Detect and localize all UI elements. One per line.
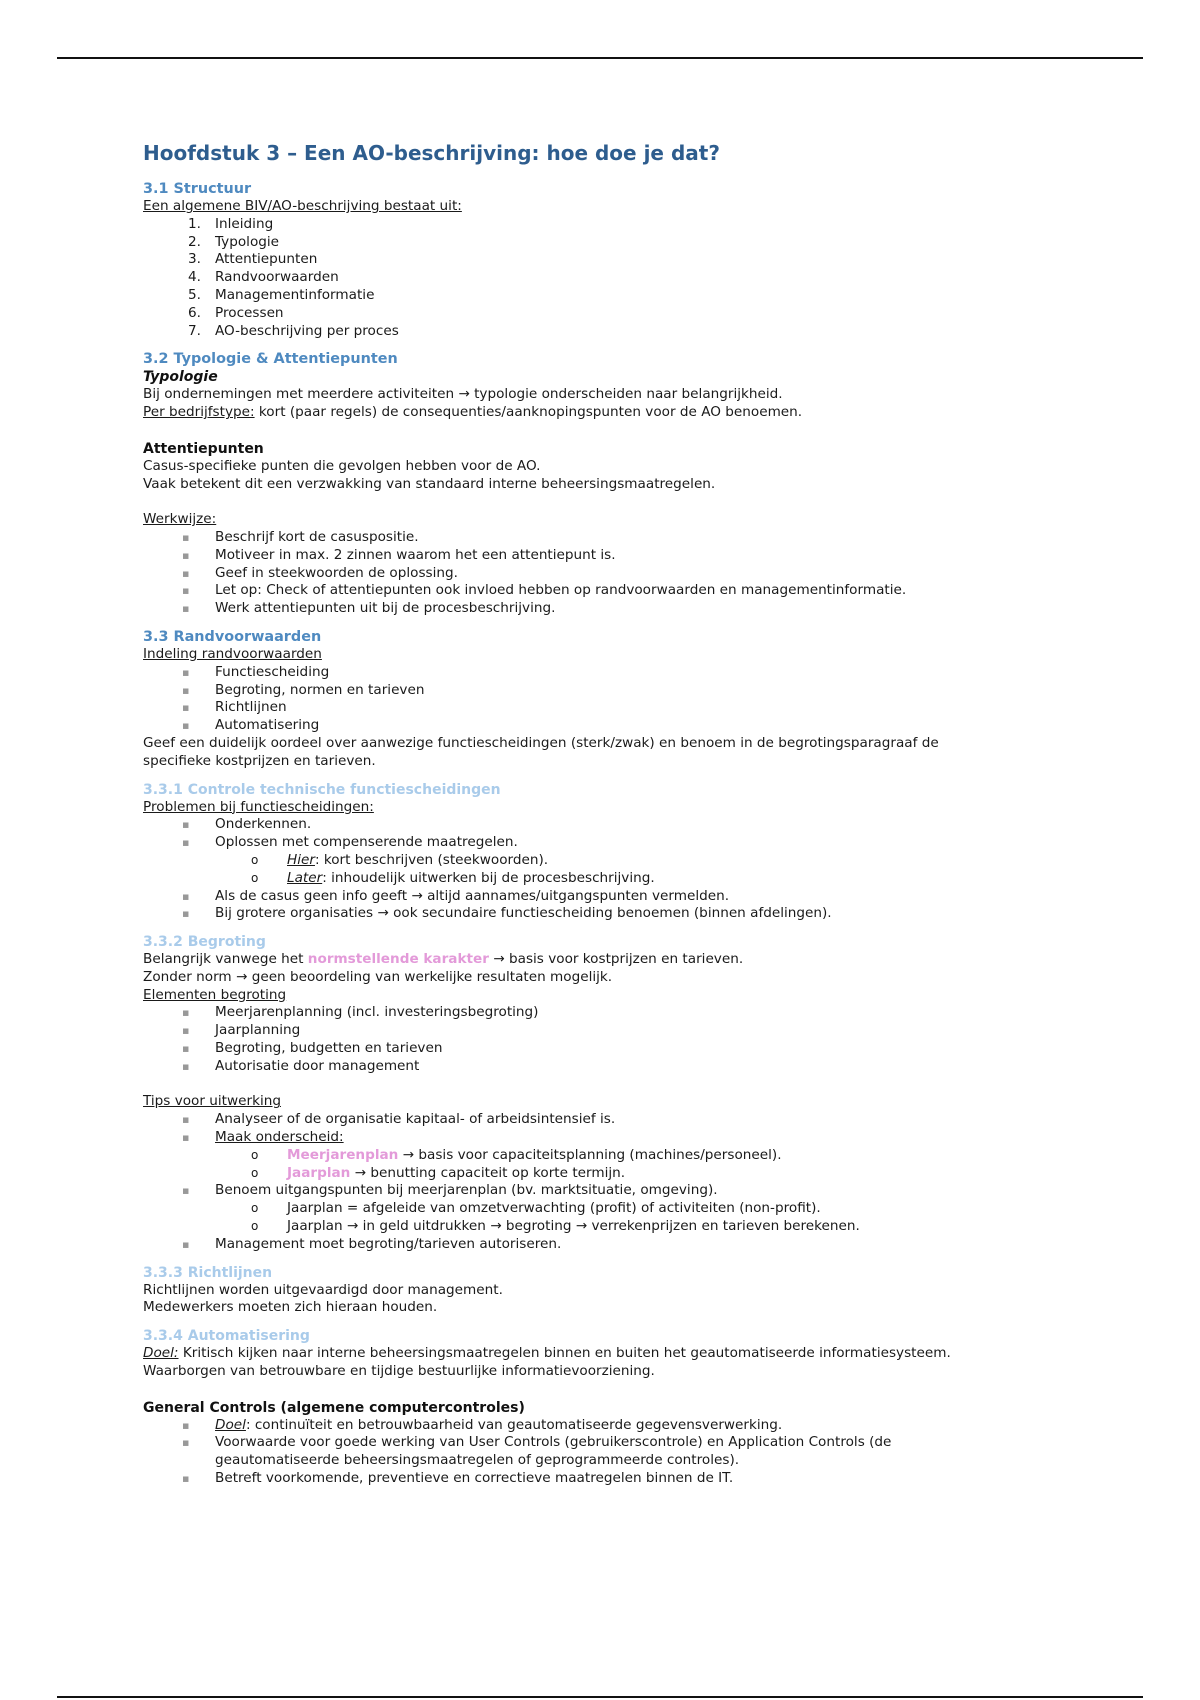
list-item [143, 852, 1073, 870]
bullet-icon: ▪ [182, 1237, 190, 1251]
gc-doel-text: : continuïteit en betrouwbaarheid van geautomatiseerde gegevensverwerking. [245, 1416, 783, 1433]
per-bedrijfstype-line [143, 404, 1073, 422]
werkwijze-list [143, 529, 1073, 618]
list-item-text: Functiescheiding [215, 663, 330, 680]
begroting-line-2: Zonder norm → geen beoordeling van werkelijke resultaten mogelijk. [143, 968, 613, 985]
list-item-text: Begroting, budgetten en tarieven [215, 1040, 443, 1057]
bullet-icon: ▪ [182, 584, 190, 598]
circle-bullet-icon: o [251, 1147, 259, 1162]
indeling-label: Indeling randvoorwaarden [143, 645, 322, 662]
list-item-text: Let op: Check of attentiepunten ook invloed hebben op randvoorwaarden en managementinformatie. [215, 582, 907, 599]
bullet-icon: ▪ [182, 1042, 190, 1056]
list-item: 3. Attentiepunten [188, 251, 318, 268]
section-3-3-1-heading: 3.3.1 Controle technische functiescheidingen [143, 781, 501, 798]
list-item [143, 905, 1073, 923]
tips-list-cont [143, 1182, 1073, 1200]
problemen-label-line [143, 799, 1073, 817]
list-item-text: Oplossen met compenserende maatregelen. [215, 834, 518, 851]
list-item-text: Jaarplan → in geld uitdrukken → begroting → verrekenprijzen en tarieven berekenen. [287, 1218, 860, 1235]
list-item [143, 1182, 1073, 1200]
problemen-list-cont [143, 888, 1073, 924]
list-item [143, 1058, 1073, 1076]
list-item-text: Jaarplanning [215, 1022, 301, 1039]
list-item-text: Motiveer in max. 2 zinnen waarom het een attentiepunt is. [215, 546, 616, 563]
list-item: 5. Managementinformatie [188, 286, 375, 303]
jaarplan-highlight: Jaarplan [287, 1164, 351, 1181]
elementen-list [143, 1004, 1073, 1075]
document-body [143, 140, 1073, 1488]
problemen-list [143, 816, 1073, 852]
bullet-icon: ▪ [182, 719, 190, 733]
section-3-3-4-heading: 3.3.4 Automatisering [143, 1328, 310, 1345]
bullet-icon: ▪ [182, 530, 190, 544]
elementen-label: Elementen begroting [143, 986, 287, 1003]
section-3-3-3-heading: 3.3.3 Richtlijnen [143, 1264, 273, 1281]
list-item [143, 1470, 1073, 1488]
list-item [143, 1040, 1073, 1058]
hier-label: Hier [287, 851, 315, 868]
list-item [143, 888, 1073, 906]
list-item-text: Betreft voorkomende, preventieve en correctieve maatregelen binnen de IT. [215, 1470, 734, 1487]
meerjarenplan-text: → basis voor capaciteitsplanning (machines/personeel). [398, 1146, 782, 1163]
structure-list [143, 216, 1073, 341]
list-item-text: Management moet begroting/tarieven autoriseren. [215, 1235, 562, 1252]
list-item-text: Bij grotere organisaties → ook secundaire functiescheiding benoemen (binnen afdelingen). [215, 905, 832, 922]
list-item-text: Processen [215, 304, 284, 321]
list-item: 2. Typologie [188, 233, 280, 250]
list-item: 6. Processen [188, 304, 284, 321]
begroting-line-1-post: → basis voor kostprijzen en tarieven. [488, 951, 744, 968]
tips-label: Tips voor uitwerking [143, 1093, 281, 1110]
bullet-icon: ▪ [182, 1418, 190, 1432]
richtlijnen-line-1: Richtlijnen worden uitgevaardigd door management. [143, 1281, 503, 1298]
list-item: 4. Randvoorwaarden [188, 269, 339, 286]
list-item [143, 870, 1073, 888]
bullet-icon: ▪ [182, 1436, 190, 1450]
automatisering-line-2: Waarborgen van betrouwbare en tijdige bestuurlijke informatievoorziening. [143, 1363, 655, 1380]
list-item-text: Meerjarenplanning (incl. investeringsbegroting) [215, 1004, 539, 1021]
list-item [143, 1434, 1073, 1470]
doel-text: Kritisch kijken naar interne beheersingsmaatregelen binnen en buiten het geautomatiseerde informatiesysteem. [178, 1345, 951, 1362]
list-item [143, 547, 1073, 565]
bullet-icon: ▪ [182, 836, 190, 850]
list-item: 7. AO-beschrijving per proces [188, 322, 399, 339]
list-item-text: Begroting, normen en tarieven [215, 681, 425, 698]
bullet-icon: ▪ [182, 1113, 190, 1127]
list-item [143, 664, 1073, 682]
meerjarenplan-highlight: Meerjarenplan [287, 1146, 399, 1163]
list-item [143, 699, 1073, 717]
bullet-icon: ▪ [182, 602, 190, 616]
per-bedrijfstype-label: Per bedrijfstype: [143, 404, 255, 421]
section-3-3-2-heading: 3.3.2 Begroting [143, 934, 266, 951]
attentiepunten-line-1: Casus-specifieke punten die gevolgen hebben voor de AO. [143, 457, 541, 474]
gc-item-2-line-2: geautomatiseerde beheersingsmaatregelen of geprogrammeerde controles). [215, 1452, 740, 1469]
tips-list-end [143, 1236, 1073, 1254]
general-controls-list [143, 1417, 1073, 1488]
typologie-title: Typologie [143, 369, 218, 386]
bullet-icon: ▪ [182, 1131, 190, 1145]
onderscheid-sublist [143, 1147, 1073, 1183]
list-item [143, 1165, 1073, 1183]
oplossen-sublist [143, 852, 1073, 888]
list-item-text: Randvoorwaarden [215, 269, 339, 286]
indeling-label-line [143, 646, 1073, 664]
list-item [143, 600, 1073, 618]
bullet-icon: ▪ [182, 1184, 190, 1198]
list-item-text: Attentiepunten [215, 251, 318, 268]
list-item-text: Inleiding [215, 215, 274, 232]
begroting-line-1 [143, 951, 1073, 969]
tips-label-line [143, 1093, 1073, 1111]
list-item-text: Maak onderscheid: [215, 1129, 344, 1146]
list-item [143, 1111, 1073, 1129]
list-item [143, 834, 1073, 852]
list-item [143, 1129, 1073, 1147]
general-controls-title: General Controls (algemene computercontroles) [143, 1399, 525, 1416]
circle-bullet-icon: o [251, 870, 259, 885]
bullet-icon: ▪ [182, 818, 190, 832]
footer-rule [57, 1696, 1143, 1698]
list-item [143, 1218, 1073, 1236]
list-item [143, 1417, 1073, 1435]
per-bedrijfstype-text: kort (paar regels) de consequenties/aanknopingspunten voor de AO benoemen. [254, 404, 803, 421]
list-item [143, 1004, 1073, 1022]
bullet-icon: ▪ [182, 1059, 190, 1073]
tips-list [143, 1111, 1073, 1147]
list-item-text: Richtlijnen [215, 699, 287, 716]
list-item [143, 1147, 1073, 1165]
bullet-icon: ▪ [182, 1024, 190, 1038]
bullet-icon: ▪ [182, 566, 190, 580]
typologie-line: Bij ondernemingen met meerdere activiteiten → typologie onderscheiden naar belangrijkheid. [143, 386, 783, 403]
oordeel-line-1: Geef een duidelijk oordeel over aanwezige functiescheidingen (sterk/zwak) en benoem in de begrotingsparagraaf de [143, 734, 939, 751]
gc-item-2-line-1: Voorwaarde voor goede werking van User Controls (gebruikerscontrole) en Application Controls (de [215, 1434, 892, 1451]
section-3-3-heading: 3.3 Randvoorwaarden [143, 628, 322, 645]
hier-text: : kort beschrijven (steekwoorden). [314, 851, 549, 868]
circle-bullet-icon: o [251, 1165, 259, 1180]
list-item-text: Analyseer of de organisatie kapitaal- of arbeidsintensief is. [215, 1111, 616, 1128]
werkwijze-label-line [143, 511, 1073, 529]
list-item-text: AO-beschrijving per proces [215, 322, 399, 339]
werkwijze-label: Werkwijze: [143, 511, 217, 528]
jaarplan-text: → benutting capaciteit op korte termijn. [350, 1164, 626, 1181]
bullet-icon: ▪ [182, 1006, 190, 1020]
structure-intro [143, 198, 1073, 216]
section-3-1-heading: 3.1 Structuur [143, 181, 252, 197]
list-item-text: Onderkennen. [215, 816, 312, 833]
normstellend-highlight: normstellende karakter [307, 951, 489, 968]
list-item-text: Jaarplan = afgeleide van omzetverwachting (profit) of activiteiten (non-profit). [287, 1200, 821, 1217]
header-rule [57, 57, 1143, 59]
attentiepunten-line-2: Vaak betekent dit een verzwakking van standaard interne beheersingsmaatregelen. [143, 475, 716, 492]
list-item-text: Werk attentiepunten uit bij de procesbeschrijving. [215, 600, 556, 617]
list-item [143, 816, 1073, 834]
structure-intro-text: Een algemene BIV/AO-beschrijving bestaat uit: [143, 198, 462, 214]
list-item [143, 582, 1073, 600]
list-item [143, 682, 1073, 700]
list-item-text: Benoem uitgangspunten bij meerjarenplan (bv. marktsituatie, omgeving). [215, 1182, 718, 1199]
section-3-2-heading: 3.2 Typologie & Attentiepunten [143, 351, 398, 368]
doel-label: Doel: [143, 1345, 179, 1362]
list-item [143, 1236, 1073, 1254]
list-item: 1. Inleiding [188, 215, 274, 232]
list-item-text: Beschrijf kort de casuspositie. [215, 528, 419, 545]
later-text: : inhoudelijk uitwerken bij de procesbeschrijving. [322, 869, 655, 886]
list-item [143, 529, 1073, 547]
list-item-text: Als de casus geen info geeft → altijd aannames/uitgangspunten vermelden. [215, 887, 730, 904]
gc-doel-label: Doel [215, 1416, 246, 1433]
list-item-text: Typologie [215, 233, 280, 250]
chapter-title: Hoofdstuk 3 – Een AO-beschrijving: hoe doe je dat? [143, 141, 720, 165]
list-item [143, 565, 1073, 583]
circle-bullet-icon: o [251, 852, 259, 867]
bullet-icon: ▪ [182, 1472, 190, 1486]
list-item-text: Geef in steekwoorden de oplossing. [215, 564, 458, 581]
list-item [143, 717, 1073, 735]
attentiepunten-title: Attentiepunten [143, 440, 264, 457]
bullet-icon: ▪ [182, 889, 190, 903]
doel-line [143, 1345, 1073, 1363]
bullet-icon: ▪ [182, 683, 190, 697]
list-item-text: Automatisering [215, 717, 320, 734]
uitgangspunten-sublist [143, 1200, 1073, 1236]
list-item [143, 1200, 1073, 1218]
oordeel-line-2: specifieke kostprijzen en tarieven. [143, 752, 376, 769]
later-label: Later [287, 869, 323, 886]
list-item-text: Autorisatie door management [215, 1057, 420, 1074]
bullet-icon: ▪ [182, 701, 190, 715]
bullet-icon: ▪ [182, 548, 190, 562]
circle-bullet-icon: o [251, 1219, 259, 1234]
list-item [143, 1022, 1073, 1040]
begroting-line-1-pre: Belangrijk vanwege het [143, 951, 308, 968]
bullet-icon: ▪ [182, 907, 190, 921]
list-item-text: Managementinformatie [215, 286, 375, 303]
circle-bullet-icon: o [251, 1201, 259, 1216]
richtlijnen-line-2: Medewerkers moeten zich hieraan houden. [143, 1299, 438, 1316]
randvoorwaarden-list [143, 664, 1073, 735]
problemen-label: Problemen bij functiescheidingen: [143, 798, 374, 815]
elementen-label-line [143, 987, 1073, 1005]
bullet-icon: ▪ [182, 665, 190, 679]
